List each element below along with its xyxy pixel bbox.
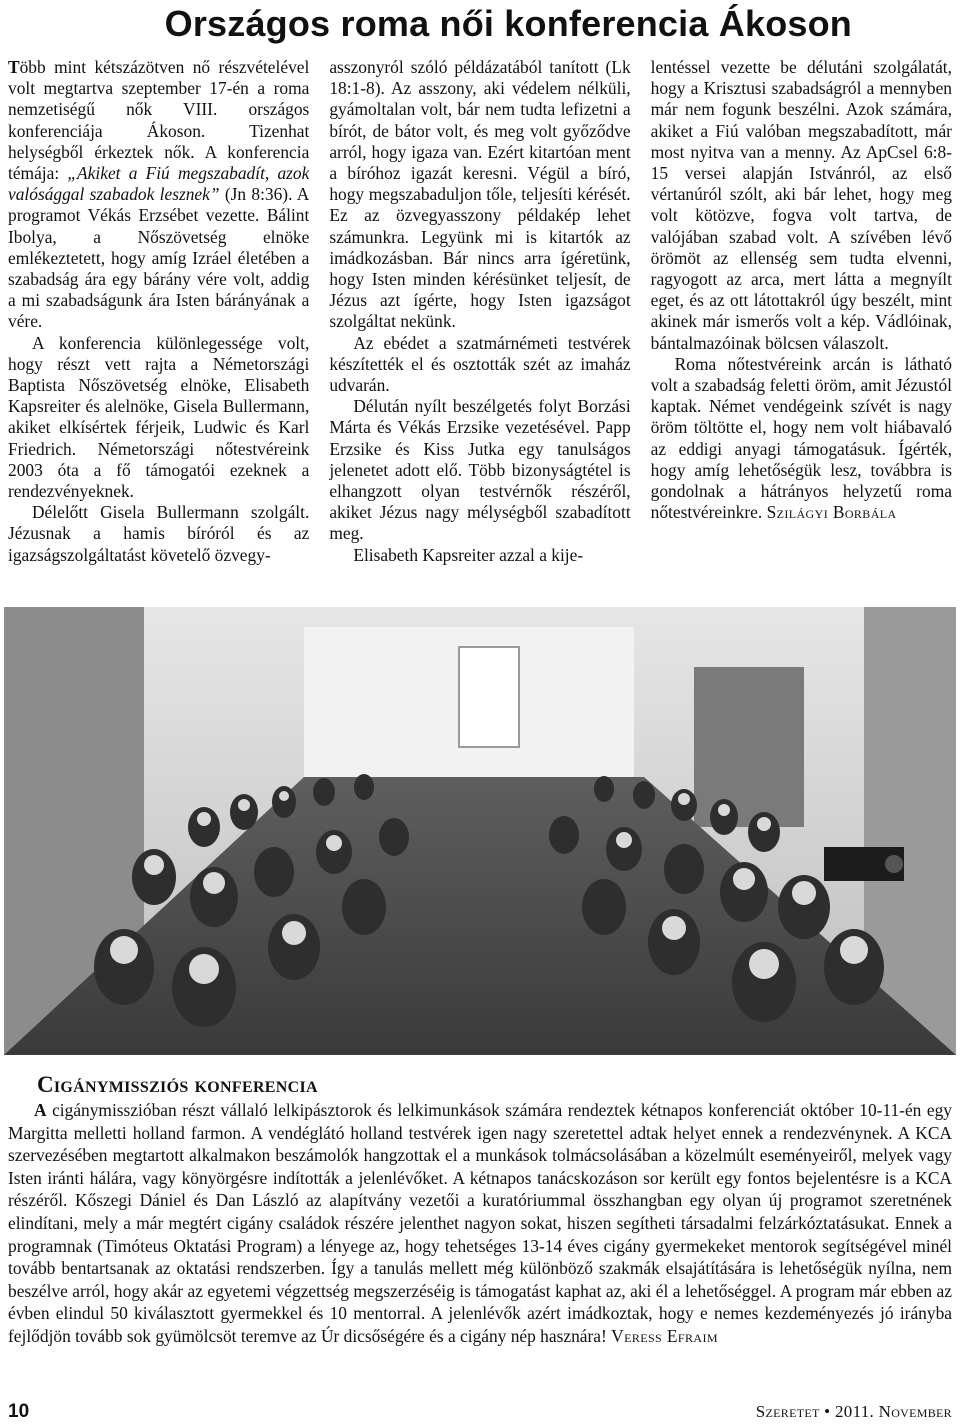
- section-title: Cigánymissziós konferencia: [37, 1072, 318, 1097]
- author-byline: Szilágyi Borbála: [766, 502, 897, 523]
- drop-cap: A: [34, 1100, 47, 1120]
- conference-audience-photo: [4, 607, 956, 1055]
- article-headline: Országos roma női konferencia Ákoson: [164, 3, 852, 44]
- paragraph: A konferencia különlegessége volt, hogy részt vett rajta a Németországi Baptista Nőszövetség elnöke, Elisabeth Kapsreiter és alelnöke, Gisela Bullermann, akiket elkísértek férjeik, Ludwic és Karl Friedrich. Németországi nőtestvéreink 2003 óta a fő támogatói ezeknek a rendezvényeknek.: [8, 332, 310, 502]
- drop-cap: T: [8, 57, 20, 77]
- text-column-2: [329, 57, 630, 602]
- paragraph: asszonyról szóló példázatából tanított (Lk 18:1-8). Az asszony, aki védelem nélküli, gyámoltalan volt, bár nem tudta lefizetni a bírót, de bátor volt, és meg volt győződve arról, hogy igaza van. Ezért kitartóan ment a bíróhoz igazát keresni. Végül a bíró, hogy megszabaduljon tőle, teljesíti kérését. Ez az özvegyasszony példakép lehet számunkra. Legyünk mi is kitartók az imádkozásban. Bár nincs arra ígéretünk, hogy Isten minden kérésünket teljesít, de Jézus azt ígérte, hogy Isten igazságot szolgáltat nekünk.: [329, 57, 631, 332]
- text-column-3: [651, 57, 952, 602]
- issue-label: Szeretet • 2011. November: [755, 1402, 952, 1421]
- section-body: [8, 1099, 952, 1399]
- section-text: cigánymisszióban részt vállaló lelkipásztorok és lelkimunkások számára rendeztek kétnapos konferenciát október 10-11-én egy Margitta melletti holland farmon. A vendéglátó holland testvérek igen nagy szeretettel adtak helyet ennek a rendezvénynek. A KCA szervezésében megtartott alkalmakon beszámolók hangzottak el a munkások tolmácsolásában a közelmúlt eseményeiről, melyek vagy Isten iránti hálára, vagy könyörgésre indították a jelenlévőket. A kétnapos tanácskozáson sor került egy fontos bejelentésre is a KCA részéről. Kőszegi Dániel és Dan László az alapítvány vezetői a kuratóriummal összhangban egy olyan új programot szeretnének elindítani, mely a már megtért cigány családok részére jelenthet nagyon sokat, hiszen segítheti társadalmi felzárkóztatásukat. Ennek a programnak (Timóteus Oktatási Program) a lényege az, hogy tehetséges 13-14 éves cigány gyermekeket mentorok segítségével minél tovább bentartsanak az oktatási rendszerben. Így a tanulás mellett még különböző szakmák elsajátítására is lehetőségük nyílna, nem beszélve arról, hogy akár az egyetemi végzettség megszerzéséig is támogatást kaphat az, aki él a lehetőséggel. A program már ebben az évben elindul 50 kiválasztott gyermekkel és 10 mentorral. A jelenlévők azért imádkoztak, hogy e nemes kezdeményezés jó irányba fejlődjön tovább sok gyümölcsöt teremve az Úr dicsőségére és a cigány nép hasznára!: [8, 1100, 952, 1346]
- conference-theme-quote: „Akiket a Fiú megszabadít, azok valósággal szabadok lesznek”: [8, 163, 310, 205]
- text-column-1: [8, 57, 309, 602]
- paragraph: [651, 354, 952, 524]
- page-number: 10: [8, 1401, 30, 1422]
- paragraph: Elisabeth Kapsreiter azzal a kije-: [353, 544, 584, 565]
- author-byline: Veress Efraim: [611, 1325, 718, 1346]
- paragraph-text: (Jn 8:36). A programot Vékás Erzsébet vezette. Bálint Ibolya, a Nőszövetség elnöke emlékeztetett, hogy amíg Izráel életében a szabadság ára egy bárány vére volt, addig a mi szabadságunk ára Isten bárányának a vére.: [8, 184, 310, 332]
- paragraph: Délután nyílt beszélgetés folyt Borzási Márta és Vékás Erzsike vezetésével. Papp Erzsike és Kiss Jutka egy tanulságos jelenetet adott elő. Több bizonyságtétel is elhangzott olyan testvérnők részéről, akiket Jézus nagy mélységből szabadított meg.: [329, 396, 631, 544]
- paragraph-text: Roma nőtestvéreink arcán is látható volt a szabadság feletti öröm, amit Jézustól kaptak. Német vendégeink szívét is nagy öröm töltötte el, hogy nem volt hiábavaló az eddigi anyagi támogatásuk. Ígérték, hogy amíg lehetőségük lesz, továbbra is gondolnak a hátrányos helyzetű roma nőtestvéreinkre.: [650, 353, 952, 523]
- paragraph: [8, 57, 309, 333]
- paragraph: Délelőtt Gisela Bullermann szolgált. Jézusnak a hamis bíróról és az igazságszolgáltatást követelő özvegy-: [8, 502, 310, 565]
- article-columns: [8, 57, 952, 602]
- paragraph-text: öbb mint kétszázötven nő részvételével volt megtartva szeptember 17-én a roma nemzetiségű nők VIII. országos konferenciája Ákoson. Tizenhat helységből érkeztek nők. A konferencia témája:: [8, 57, 310, 184]
- paragraph: lentéssel vezette be délutáni szolgálatát, hogy a Krisztusi szabadságról a mennyben már nem fogunk beszélni. Azok számára, akiket a Fiú valóban megszabadított, már most nyitva van a menny. Az ApCsel 6:8-15 versei alapján Istvánról, az első vértanúról szólt, aki bár lehet, hogy meg volt kötözve, fogva volt tartva, de valójában szabad volt. A szívében lévő örömöt az ellenség sem tudta elvenni, ragyogott az arca, mert látta a megnyílt eget, és az ott látottakról úgy beszélt, mint akinek már ismerős volt a kép. Vádlóinak, bántalmazóinak bölcsen válaszolt.: [650, 57, 952, 353]
- page-footer: [8, 1400, 952, 1424]
- photo-illustration: [4, 607, 956, 1055]
- paragraph: Az ebédet a szatmárnémeti testvérek készítették el és osztották szét az imaház udvarán.: [329, 332, 631, 396]
